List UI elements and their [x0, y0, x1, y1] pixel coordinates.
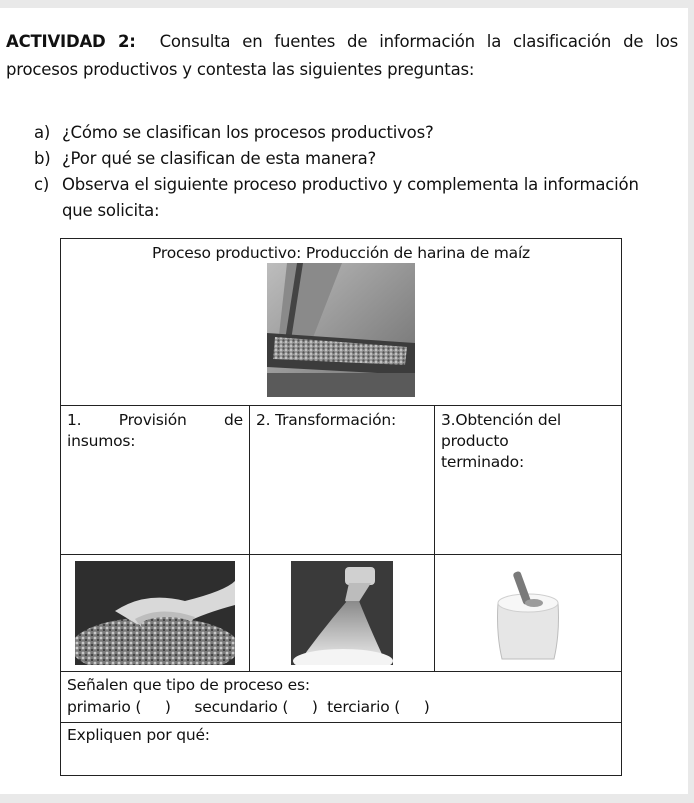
stage-3-line-3: terminado:: [441, 453, 524, 471]
product-image-cell: [435, 555, 622, 672]
instruction-line-1: Consulta en fuentes de información la clasificación de los: [159, 32, 678, 51]
process-type-cell: [61, 672, 622, 723]
stage-3-cell: [435, 406, 622, 555]
instruction-line-2: procesos productivos y contesta las siguientes preguntas:: [6, 60, 475, 79]
stage-3-line-2: producto: [441, 432, 509, 450]
stage-2-cell: [250, 406, 435, 555]
hands-with-grain-image: [75, 561, 235, 665]
question-text: ¿Por qué se clasifican de esta manera?: [62, 149, 377, 168]
question-marker: a): [34, 123, 51, 142]
stage-1-line-1: 1. Provisión de: [67, 411, 243, 429]
question-text: ¿Cómo se clasifican los procesos productivos?: [62, 123, 434, 142]
corn-grain-hopper-image: [267, 263, 415, 397]
stage-1-cell: [61, 406, 250, 555]
question-b: [34, 146, 674, 172]
explain-label: Expliquen por qué:: [67, 726, 210, 744]
stage-1-line-2: insumos:: [67, 432, 136, 450]
question-list: [34, 120, 674, 224]
process-table: [60, 238, 622, 776]
process-title: Proceso productivo: Producción de harina de maíz: [152, 244, 530, 262]
question-c: [34, 172, 674, 224]
process-type-options: primario ( ) secundario ( ) terciario ( ): [67, 698, 430, 716]
stage-2-line-1: 2. Transformación:: [256, 411, 397, 429]
flour-falling-image: [291, 561, 393, 665]
question-marker: b): [34, 149, 51, 168]
activity-instructions: [6, 28, 678, 84]
question-a: [34, 120, 674, 146]
flour-sack-image: [488, 563, 568, 663]
process-title-cell: [61, 239, 622, 406]
question-text: Observa el siguiente proceso productivo y complementa la información que solicita:: [62, 175, 639, 220]
inputs-image-cell: [61, 555, 250, 672]
stage-3-line-1: 3.Obtención del: [441, 411, 562, 429]
transformation-image-cell: [250, 555, 435, 672]
explain-cell: [61, 723, 622, 776]
worksheet-page: [0, 8, 688, 794]
process-type-question: Señalen que tipo de proceso es:: [67, 676, 310, 694]
question-marker: c): [34, 175, 50, 194]
activity-label: ACTIVIDAD 2:: [6, 32, 136, 51]
